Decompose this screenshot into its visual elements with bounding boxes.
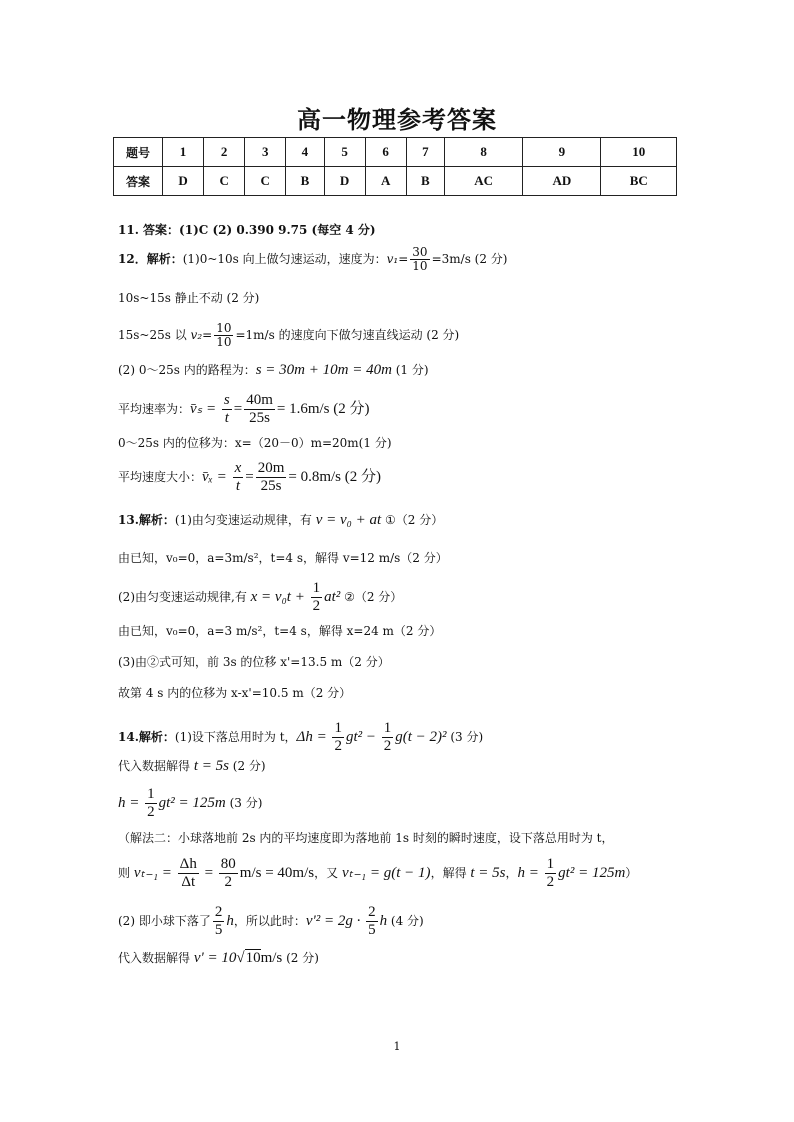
math: gt² − [345,729,380,745]
q14-text: ， [505,866,518,880]
denominator: 5 [368,922,376,938]
q12-text: (1 分) [391,363,429,377]
q14-line1 [118,720,483,755]
numerator: 1 [147,786,155,802]
q13-text: (2)由匀变速运动规律,有 [118,590,251,604]
q13-line5: (3)由②式可知，前 3s 的位移 x'=13.5 m（2 分） [118,655,390,669]
math: v'² = 2g · [305,913,365,929]
table-cell: D [163,167,204,196]
table-cell: 9 [523,138,601,167]
math: h [226,913,234,929]
denominator: 10 [412,259,428,273]
q14-text: (4 分) [387,914,424,928]
fraction [214,322,233,349]
answer-table [113,137,677,196]
q13-line3 [118,580,402,615]
math: m/s [260,950,283,966]
denominator: 2 [546,874,555,890]
numerator: x [234,460,242,476]
math: = 0.8m/s (2 分) [288,469,381,485]
denominator: 25s [249,410,270,426]
fraction [332,720,344,755]
table-cell: 3 [245,138,286,167]
table-row-answers [114,167,677,196]
fraction [233,460,244,495]
fraction [382,720,394,755]
q13-label: 13.解析： [118,513,175,527]
table-cell: AC [444,167,522,196]
math: gt² = 125m [558,865,626,881]
q14-text: ，又 [314,866,342,880]
fraction [366,904,378,939]
q13-text: ①（2 分） [381,513,444,527]
math: vₜ₋₁ = [133,865,176,881]
table-cell: 2 [204,138,245,167]
q12-line3 [118,322,459,349]
q12-text: 平均速度大小： [118,470,203,484]
table-cell: 10 [601,138,677,167]
denominator: Δt [181,874,196,890]
denominator: 2 [224,874,233,890]
math: gt² = 125m [158,795,226,811]
denominator: 2 [334,738,342,754]
denominator: 5 [214,922,223,938]
denominator: 2 [312,598,321,614]
denominator: t [235,478,240,494]
numerator: Δh [179,856,197,872]
table-cell: 1 [163,138,204,167]
q14-label: 14.解析： [118,730,175,744]
math: v' = 10 [193,950,237,966]
table-cell: C [245,167,286,196]
q12-text: =1m/s 的速度向下做匀速直线运动 (2 分) [235,328,460,342]
table-cell: 7 [406,138,444,167]
table-header-number: 题号 [114,138,163,167]
numerator: 40m [246,392,273,408]
q14-text: 则 [118,866,134,880]
math: x = v₀t + [250,589,309,605]
q14-line5 [118,856,637,891]
table-cell: A [365,167,406,196]
table-cell: C [204,167,245,196]
table-cell: 5 [324,138,365,167]
q12-var: v₁ [386,252,399,266]
numerator: 1 [546,856,555,872]
numerator: 2 [368,904,376,920]
math: = [245,469,254,485]
q14-text: 代入数据解得 [118,951,194,965]
numerator: 10 [216,321,232,335]
fraction [219,856,238,891]
math: s = 30m + 10m = 40m [255,362,392,378]
q12-var: v₂ [190,328,203,342]
numerator: 2 [214,904,223,920]
table-row-numbers [114,138,677,167]
table-cell: 8 [444,138,522,167]
q14-text: (2 分) [228,759,266,773]
numerator: 80 [220,856,236,872]
math: = [200,865,217,881]
fraction [311,580,323,615]
q12-text: 15s~25s 以 [118,328,191,342]
q12-label: 12．解析： [118,252,183,266]
numerator: 1 [312,580,321,596]
page-number: 1 [393,1040,401,1053]
math: v = v₀ + at [315,512,382,528]
q12-text: (1)0~10s 向上做匀速运动，速度为： [182,252,387,266]
math: t = 5s [193,758,229,774]
q13-line2: 由已知，v₀=0，a=3m/s²，t=4 s，解得 v=12 m/s（2 分） [118,551,448,565]
math: h [379,913,388,929]
q14-text: (1)设下落总用时为 t， [174,730,297,744]
table-header-answer: 答案 [114,167,163,196]
q11-answer: 11. 答案：(1)C (2) 0.390 9.75 (每空 4 分) [118,223,376,237]
math: m/s = 40m/s [239,865,315,881]
q12-text: 平均速率为： [118,402,191,416]
q14-text: (2 分) [282,951,319,965]
q12-text: (2) 0～25s 内的路程为： [118,363,256,377]
table-cell: B [286,167,324,196]
numerator: s [223,392,230,408]
math: = [233,401,243,417]
math: v̄ₛ = [190,401,220,417]
fraction [178,856,199,891]
numerator: 30 [412,245,428,259]
q13-text: (1)由匀变速运动规律，有 [174,513,316,527]
fraction [545,856,557,891]
math: v̄ₓ = [202,469,231,485]
math: g(t − 2)² [395,729,447,745]
q13-line6: 故第 4 s 内的位移为 x-x'=10.5 m（2 分） [118,686,352,700]
q14-text: (3 分) [225,796,263,810]
q12-text: =3m/s (2 分) [431,252,508,266]
fraction [244,392,275,427]
table-cell: 6 [365,138,406,167]
numerator: 1 [334,720,342,736]
fraction [213,904,225,939]
sqrt-sign: √ [236,950,245,966]
q14-text: ，解得 [430,866,471,880]
denominator: 2 [147,804,155,820]
q12-line4 [118,362,429,378]
denominator: 25s [260,478,282,494]
denominator: 2 [383,738,392,754]
math: Δh = [296,729,331,745]
q12-eq: = [398,252,409,266]
q13-text: ②（2 分） [340,590,403,604]
math: vₜ₋₁ = g(t − 1) [341,865,431,881]
q12-line5 [118,392,370,427]
q13-line4: 由已知，v₀=0，a=3 m/s²，t=4 s，解得 x=24 m（2 分） [118,624,442,638]
q14-line7 [118,950,319,966]
fraction [256,460,287,495]
q14-text: (2) 即小球下落了 [118,914,211,928]
fraction [222,392,232,427]
math: h = [118,795,144,811]
q12-line6: 0～25s 内的位移为：x=（20－0）m=20m(1 分) [118,436,392,450]
fraction [410,246,429,273]
denominator: t [224,410,229,426]
page-title: 高一物理参考答案 [297,106,497,134]
table-cell: BC [601,167,677,196]
q14-line3 [118,786,262,821]
q14-line6 [118,904,424,939]
math: at² [324,589,341,605]
q12-line2: 10s~15s 静止不动 (2 分) [118,291,260,305]
math: 10 [245,950,261,966]
table-cell: D [324,167,365,196]
denominator: 10 [216,335,232,349]
q12-line1 [118,246,507,273]
math: = 1.6m/s (2 分) [276,401,370,417]
q14-text: ） [625,866,638,880]
q14-line4: （解法二：小球落地前 2s 内的平均速度即为落地前 1s 时刻的瞬时速度，设下落总用时为 t， [118,831,614,845]
table-cell: B [406,167,444,196]
math: t = 5s [470,865,506,881]
fraction [145,786,157,821]
q14-text: ，所以此时： [233,914,306,928]
table-cell: 4 [286,138,324,167]
q14-line2 [118,758,266,774]
q14-text: 代入数据解得 [118,759,194,773]
q12-line7 [118,460,381,495]
math: h = [517,865,543,881]
table-cell: AD [523,167,601,196]
q14-text: (3 分) [446,730,484,744]
q12-eq: = [202,328,213,342]
numerator: 20m [257,460,285,476]
q13-line1 [118,512,443,528]
numerator: 1 [383,720,392,736]
